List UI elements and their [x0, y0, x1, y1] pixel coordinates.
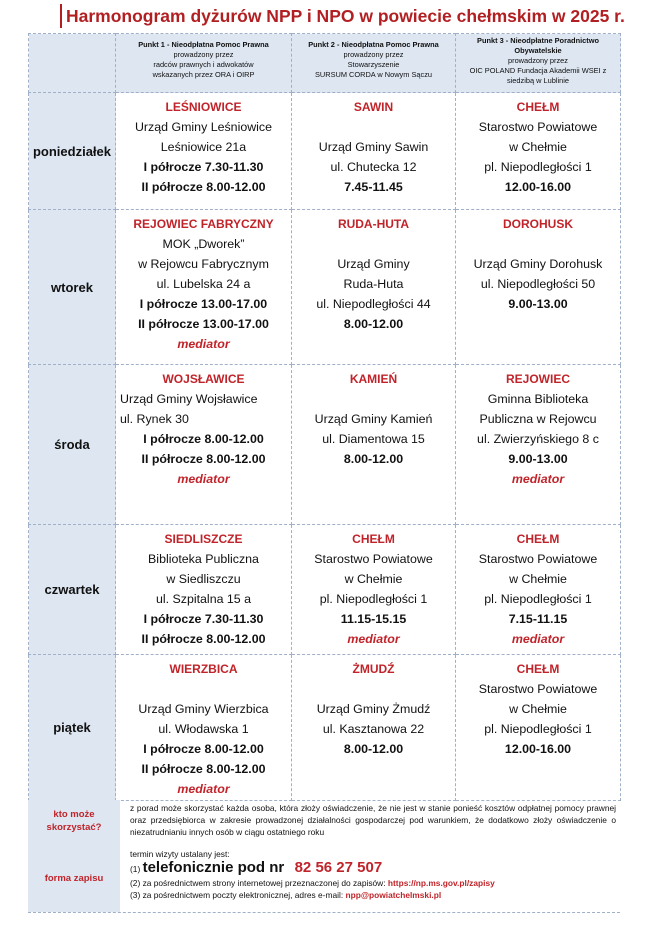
signup-section	[130, 848, 620, 901]
hours-line: I półrocze 8.00-12.00	[143, 432, 264, 446]
header-line: prowadzony przez	[508, 56, 568, 65]
hours-line: 7.45-11.45	[344, 180, 403, 194]
page-title: Harmonogram dyżurów NPP i NPO w powiecie chełmskim w 2025 r.	[60, 4, 626, 28]
day-label: wtorek	[29, 210, 116, 365]
address-line: ul. Lubelska 24 a	[156, 277, 251, 291]
hours-line: 8.00-12.00	[343, 742, 404, 756]
schedule-cell	[456, 210, 621, 365]
address-line: w Chełmie	[509, 702, 567, 716]
address-line: ul. Rynek 30	[120, 412, 189, 426]
hours-line: I półrocze 7.30-11.30	[143, 160, 264, 174]
hours-line: 8.00-12.00	[343, 452, 404, 466]
hours-line: II półrocze 13.00-17.00	[138, 317, 269, 331]
address-line: Urząd Gminy	[337, 257, 410, 271]
day-label: piątek	[29, 655, 116, 801]
mediator-label: mediator	[177, 337, 230, 351]
schedule-cell	[292, 210, 456, 365]
hours-line: 9.00-13.00	[508, 297, 568, 311]
address-line: w Rejowcu Fabrycznym	[138, 257, 269, 271]
signup-web-link[interactable]: https://np.ms.gov.pl/zapisy	[387, 878, 495, 888]
address-line: Urząd Gminy Żmudź	[316, 702, 431, 716]
phone-label: telefonicznie pod nr	[142, 859, 285, 876]
town-name: CHEŁM	[352, 532, 395, 546]
header-line: SURSUM CORDA w Nowym Sączu	[314, 70, 433, 79]
web-label: (2) za pośrednictwem strony internetowej przeznaczonej do zapisów:	[130, 878, 386, 888]
town-name: WOJSŁAWICE	[162, 372, 245, 386]
table-row	[29, 525, 621, 655]
address-line: Urząd Gminy Kamień	[314, 412, 433, 426]
day-label: środa	[29, 365, 116, 525]
table-row	[29, 210, 621, 365]
option-number: (1)	[130, 864, 141, 874]
address-line: pl. Niepodległości 1	[484, 160, 592, 174]
town-name: WIERZBICA	[169, 662, 238, 676]
hours-line: II półrocze 8.00-12.00	[141, 632, 266, 646]
address-line: Urząd Gminy Wierzbica	[138, 702, 269, 716]
mediator-label: mediator	[177, 472, 230, 486]
mediator-label: mediator	[511, 632, 565, 646]
schedule-cell	[116, 210, 292, 365]
address-line: Urząd Gminy Leśniowice	[134, 120, 273, 134]
header-line: wskazanych przez ORA i OIRP	[152, 70, 255, 79]
header-line: Stowarzyszenie	[347, 60, 400, 69]
town-name: DOROHUSK	[502, 217, 573, 231]
town-name: KAMIEŃ	[349, 372, 398, 386]
header-line: siedzibą w Lublinie	[506, 76, 570, 85]
bottom-divider	[28, 912, 620, 913]
hours-line: 12.00-16.00	[504, 742, 572, 756]
mediator-label: mediator	[511, 472, 565, 486]
address-line: pl. Niepodległości 1	[484, 722, 592, 736]
header-point-1	[116, 34, 292, 93]
signup-label: forma zapisu	[44, 873, 104, 884]
address-line: Publiczna w Rejowcu	[479, 412, 597, 426]
address-line: w Siedliszczu	[166, 572, 241, 586]
hours-line: II półrocze 8.00-12.00	[141, 452, 266, 466]
address-line: ul. Diamentowa 15	[322, 432, 425, 446]
who-label: kto może skorzystać?	[46, 809, 102, 833]
address-line: MOK „Dworek”	[162, 237, 245, 251]
schedule-cell	[116, 525, 292, 655]
address-line: pl. Niepodległości 1	[319, 592, 428, 606]
schedule-cell	[292, 655, 456, 801]
address-line: Urząd Gminy Sawin	[318, 140, 429, 154]
hours-line: II półrocze 8.00-12.00	[141, 762, 266, 776]
address-line: pl. Niepodległości 1	[484, 592, 592, 606]
header-point-2	[292, 34, 456, 93]
schedule-table	[28, 33, 621, 801]
town-name: RUDA-HUTA	[337, 217, 410, 231]
address-line: ul. Chutecka 12	[330, 160, 417, 174]
address-line: Biblioteka Publiczna	[148, 552, 259, 566]
email-label: (3) za pośrednictwem poczty elektronicznej, adres e-mail:	[130, 890, 344, 900]
signup-option-phone	[130, 859, 620, 876]
town-name: SIEDLISZCZE	[164, 532, 243, 546]
hours-line: 9.00-13.00	[508, 452, 568, 466]
address-line: Starostwo Powiatowe	[478, 682, 598, 696]
mediator-label: mediator	[177, 782, 230, 796]
corner-cell	[29, 34, 116, 93]
hours-line: 12.00-16.00	[504, 180, 572, 194]
hours-line: 11.15-15.15	[340, 612, 407, 626]
hours-line: I półrocze 13.00-17.00	[139, 297, 268, 311]
town-name: SAWIN	[353, 100, 394, 114]
town-name: CHEŁM	[516, 100, 560, 114]
day-label: czwartek	[29, 525, 116, 655]
address-line: ul. Szpitalna 15 a	[155, 592, 252, 606]
town-name: CHEŁM	[516, 662, 560, 676]
address-line: ul. Zwierzyńskiego 8 c	[477, 432, 599, 446]
schedule-cell	[292, 93, 456, 210]
schedule-cell	[292, 365, 456, 525]
header-line: prowadzony przez	[343, 50, 404, 59]
town-name: CHEŁM	[516, 532, 560, 546]
schedule-cell	[456, 365, 621, 525]
hours-line: 8.00-12.00	[343, 317, 404, 331]
address-line: w Chełmie	[344, 572, 403, 586]
address-line: w Chełmie	[509, 572, 567, 586]
schedule-cell	[456, 93, 621, 210]
hours-line: I półrocze 8.00-12.00	[143, 742, 264, 756]
schedule-cell	[116, 93, 292, 210]
header-point-3	[456, 34, 621, 93]
header-title: Punkt 2 - Nieodpłatna Pomoc Prawna	[308, 40, 439, 49]
signup-option-web	[130, 877, 620, 889]
signup-option-email	[130, 889, 620, 901]
town-name: LEŚNIOWICE	[165, 100, 242, 114]
address-line: ul. Kasztanowa 22	[322, 722, 425, 736]
schedule-cell	[456, 525, 621, 655]
schedule-cell	[116, 365, 292, 525]
schedule-cell	[456, 655, 621, 801]
header-line: radców prawnych i adwokatów	[153, 60, 254, 69]
schedule-cell	[116, 655, 292, 801]
address-line: Leśniowice 21a	[160, 140, 247, 154]
header-line: OIC POLAND Fundacja Akademii WSEI z	[469, 66, 607, 75]
address-line: ul. Niepodległości 44	[316, 297, 431, 311]
signup-intro: termin wizyty ustalany jest:	[130, 849, 230, 859]
address-line: Starostwo Powiatowe	[314, 552, 433, 566]
signup-email-link[interactable]: npp@powiatchelmski.pl	[345, 890, 442, 900]
schedule-cell	[292, 525, 456, 655]
header-title: Punkt 1 - Nieodpłatna Pomoc Prawna	[138, 40, 269, 49]
address-line: ul. Niepodległości 50	[480, 277, 596, 291]
town-name: REJOWIEC FABRYCZNY	[133, 217, 274, 231]
town-name: ŻMUDŹ	[352, 662, 395, 676]
address-line: Ruda-Huta	[343, 277, 404, 291]
day-label: poniedziałek	[29, 93, 116, 210]
address-line: ul. Włodawska 1	[158, 722, 249, 736]
address-line: w Chełmie	[509, 140, 567, 154]
mediator-label: mediator	[347, 632, 400, 646]
address-line: Starostwo Powiatowe	[478, 552, 598, 566]
hours-line: II półrocze 8.00-12.00	[141, 180, 266, 194]
hours-line: I półrocze 7.30-11.30	[143, 612, 264, 626]
address-line: Starostwo Powiatowe	[478, 120, 598, 134]
hours-line: 7.15-11.15	[508, 612, 568, 626]
header-row	[29, 34, 621, 93]
phone-number[interactable]: 82 56 27 507	[294, 859, 383, 876]
table-row	[29, 655, 621, 801]
address-line: Gminna Biblioteka	[487, 392, 589, 406]
header-line: prowadzony przez	[173, 50, 234, 59]
town-name: REJOWIEC	[505, 372, 570, 386]
address-line: Urząd Gminy Wojsławice	[120, 392, 258, 406]
address-line: Urząd Gminy Dorohusk	[473, 257, 603, 271]
table-row	[29, 365, 621, 525]
header-title: Punkt 3 - Nieodpłatne Poradnictwo Obywatelskie	[477, 36, 599, 55]
who-text: z porad może skorzystać każda osoba, która złoży oświadczenie, że nie jest w stanie ponieść kosztów odpłatnej pomocy prawnej oraz przedsiębiorca w zakresie prowadzonej działalności gospodarczej pod warunkiem, że dodatkowo złoży oświadczenie o niezatrudnianiu innych osób w ciągu ostatniego roku	[130, 803, 616, 837]
table-row	[29, 93, 621, 210]
